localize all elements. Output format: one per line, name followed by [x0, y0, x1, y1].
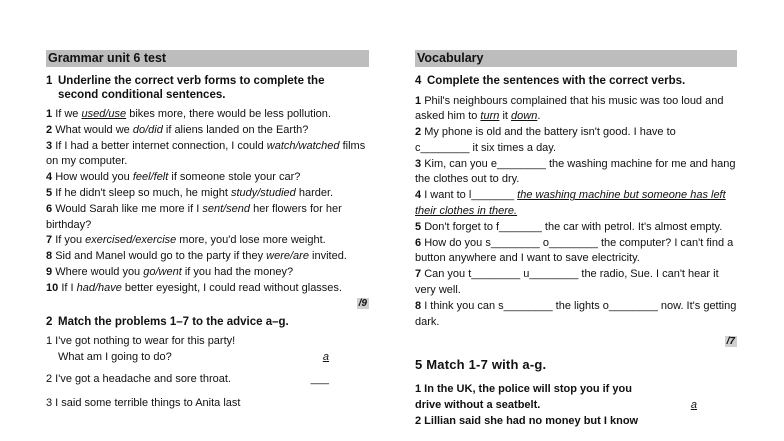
sentence-3: 3 Kim, can you e________ the washing machine for me and hang the clothes out to dry. — [415, 157, 736, 186]
sentence-7: 7 Can you t________ u________ the radio, Sue. I can't hear it very well. — [415, 268, 719, 297]
example-answer: the washing machine but someone has left their clothes in there. — [415, 189, 726, 218]
sentence-2: 2 My phone is old and the battery isn't good. I have to c________ it six times a day. — [415, 126, 676, 154]
sentence-4: 4 I want to l_______ the washing machine but someone has left their clothes in there. — [415, 189, 726, 218]
match-item-2: 2 I've got a headache and sore throat. ___ — [46, 372, 369, 388]
sec5-item-1: 1 In the UK, the police will stop you if you drive without a seatbelt. a — [415, 382, 737, 414]
question-6: 6 Would Sarah like me more if I sent/send her flowers for her birthday? — [46, 202, 342, 231]
match-answer-2: ___ — [310, 372, 329, 385]
score-box-4: /7 — [726, 336, 735, 348]
sec5-answer-1: a — [690, 399, 697, 412]
section-header-vocabulary: Vocabulary — [415, 50, 737, 67]
sec5-item-2: 2 Lillian said she had no money but I know — [415, 415, 639, 428]
score-box-1: /9 — [358, 297, 367, 309]
sentence-5: 5 Don't forget to f_______ the car with petrol. It's almost empty. — [415, 220, 723, 233]
question-7: 7 If you exercised/exercise more, you'd lose more weight. — [46, 234, 326, 247]
question-2: 2 What would we do/did if aliens landed on the Earth? — [46, 123, 309, 136]
section-5-title: 5 Match 1-7 with a-g. — [415, 357, 547, 373]
sentence-1: 1 Phil's neighbours complained that his music was too loud and asked him to turn it down. — [415, 94, 724, 123]
section-header-grammar: Grammar unit 6 test — [46, 50, 369, 67]
match-answer-1: a — [322, 351, 329, 364]
grammar-column — [46, 50, 369, 412]
question-4: 4 How would you feel/felt if someone stole your car? — [46, 171, 301, 184]
instruction-number: 1 — [46, 75, 53, 87]
question-3: 3 If I had a better internet connection, I could watch/watched films on my computer. — [46, 139, 366, 168]
question-9: 9 Where would you go/went if you had the money? — [46, 265, 294, 278]
question-10: 10 If I had/have better eyesight, I could read without glasses. — [46, 281, 342, 294]
match-item-1: 1 I've got nothing to wear for this party! What am I going to do? a — [46, 334, 369, 366]
question-5: 5 If he didn't sleep so much, he might study/studied harder. — [46, 186, 334, 199]
question-8: 8 Sid and Manel would go to the party if they were/are invited. — [46, 250, 347, 263]
sentence-8: 8 I think you can s________ the lights o________ now. It's getting dark. — [415, 299, 737, 328]
match-item-3: 3 I said some terrible things to Anita last — [46, 397, 241, 410]
vocabulary-column — [415, 50, 737, 430]
answer-underline: used/use — [81, 108, 127, 120]
sentence-6: 6 How do you s________ o________ the computer? I can't find a button anywhere and I want to save electricity. — [415, 236, 734, 265]
instruction-1: 1 Underline the correct verb forms to complete the second conditional sentences. — [46, 75, 325, 101]
instruction-4: 4 Complete the sentences with the correct verbs. — [415, 75, 686, 87]
question-1: 1 If we used/use bikes more, there would be less pollution. — [46, 108, 331, 120]
instruction-2: 2 Match the problems 1–7 to the advice a–g. — [46, 315, 289, 328]
